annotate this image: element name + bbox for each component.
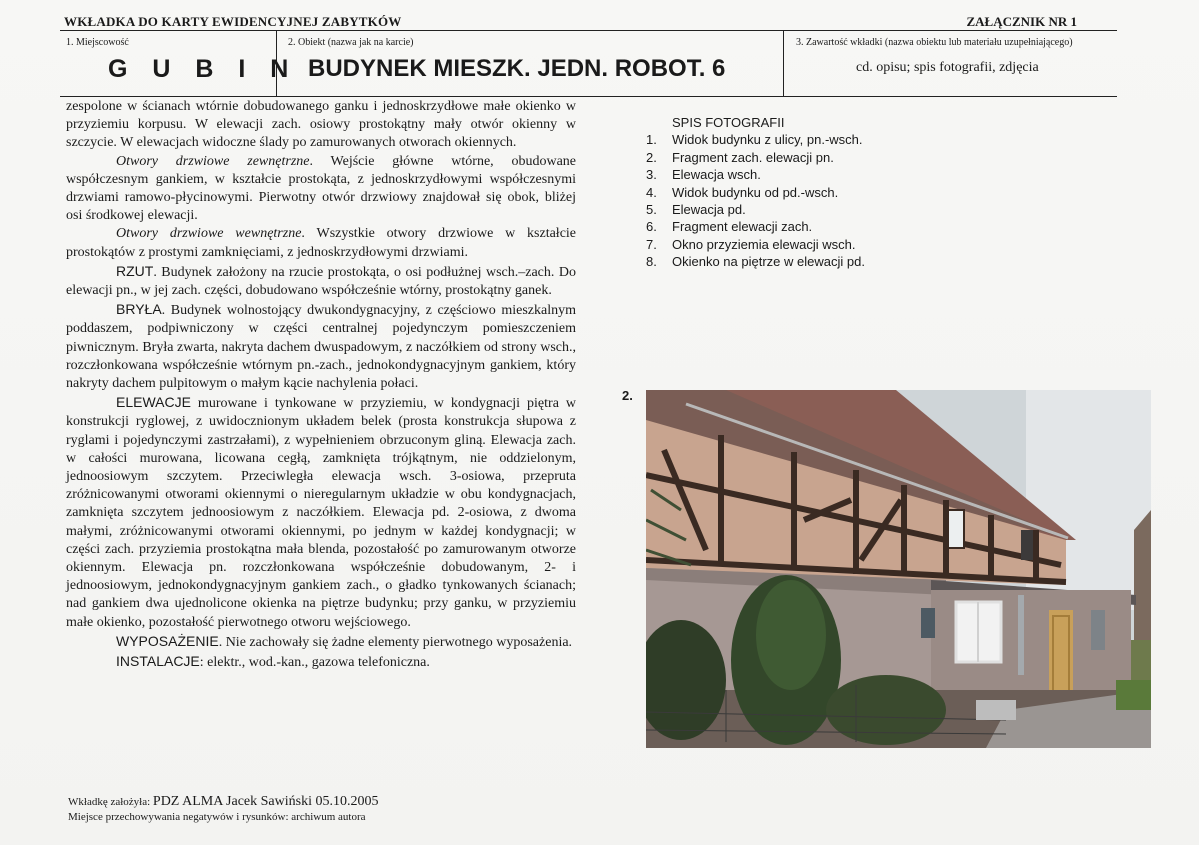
furnishings-heading: WYPOSAŻENIE [116, 632, 219, 649]
building-photo [646, 390, 1151, 748]
author-label: Wkładkę założyła: [68, 796, 151, 808]
description-text [66, 98, 576, 672]
massing-text: . Budynek wolnostojący dwukondygnacyjny, z częściowo mieszkalnym poddaszem, podpiwniczony w części centralnej pojedynczym pomieszczeniem piwnicznym. Bryła zwarta, nakryta dachem dwuspadowym, z naczółkiem od strony wsch., rozczłonkowana współcześnie wtórnym pn.-zach., jednokondygnacyjnym gankiem, który nakryty dachem pulpitowym o małym kącie nachylenia połaci. [66, 303, 576, 392]
paragraph-elevations [66, 393, 576, 632]
elevations-text: murowane i tynkowane w przyziemiu, w kondygnacji piętra w konstrukcji ryglowej, z uwidocznionym układem belek (prosta konstrukcja słupowa z ryglami i pojedynczymi zastrzałami), z wypełnieniem obrzuconym gliną. Elewacja zach. w całości murowana, licowana cegłą, zamknięta trójkątnym, nie oddzielonym, jednoosiowym szczytem. Przeciwległa elewacja wsch. 3-osiowa, przepruta zróżnicowanymi otworami okiennymi o nieregularnym układzie w obu kondygnacjach, zamknięta szczytem jednoosiowym z naczółkiem. Elewacja pd. 2-osiowa, z dwoma małymi, zróżnicowanymi otworami okiennymi, po jednym w każdej kondygnacji; w części zach. przyziemia prostokątna mała blenda, pozostałość po zamurowanym otworze okiennym. Elewacja pn. rozczłonkowana współcześnie dobudowanym, 2- i jednoosiowym, jednokondygnacyjnym gankiem zach., o gładko tynkowanych ścianach; nad gankiem dwa ujednolicone okienka na piętrze budynku; przy ganku, w przyziemiu małe okienko, pozostałość pierwotnego otworu wejściowego. [66, 396, 576, 630]
list-item [646, 149, 865, 166]
massing-heading: BRYŁA [116, 301, 162, 318]
item-number: 4. [646, 184, 657, 200]
photo-number: 2. [622, 388, 633, 403]
installations-heading: INSTALACJE [116, 653, 200, 670]
item-text: Fragment elewacji zach. [672, 219, 813, 235]
header-column-divider [783, 30, 784, 96]
exterior-doors-heading: Otwory drzwiowe zewnętrzne [116, 153, 310, 169]
item-number: 1. [646, 132, 657, 148]
item-text: Okno przyziemia elewacji wsch. [672, 236, 856, 252]
item-text: Okienko na piętrze w elewacji pd. [672, 254, 865, 270]
storage-note: Miejsce przechowywania negatywów i rysunków: archiwum autora [68, 811, 366, 823]
list-item [646, 236, 865, 253]
content-value: cd. opisu; spis fotografii, zdjęcia [856, 60, 1039, 75]
photo-list-title: SPIS FOTOGRAFII [672, 115, 785, 130]
item-number: 6. [646, 219, 657, 235]
paragraph-plan [66, 262, 576, 300]
photo-list [646, 114, 865, 271]
list-item [646, 218, 865, 235]
author-line [68, 794, 378, 810]
paragraph-installations [66, 652, 576, 672]
furnishings-text: . Nie zachowały się żadne elementy pierwotnego wyposażenia. [218, 634, 573, 650]
interior-doors-heading: Otwory drzwiowe wewnętrzne [116, 226, 302, 242]
object-label: 2. Obiekt (nazwa jak na karcie) [288, 37, 414, 48]
building-photo-illustration [646, 390, 1151, 748]
installations-text: : elektr., wod.-kan., gazowa telefoniczna. [199, 655, 430, 671]
list-item [646, 166, 865, 183]
item-text: Widok budynku z ulicy, pn.-wsch. [672, 132, 863, 148]
locality-value: G U B I N [108, 55, 298, 83]
annex-label: ZAŁĄCZNIK NR 1 [966, 14, 1077, 29]
object-value: BUDYNEK MIESZK. JEDN. ROBOT. 6 [308, 55, 726, 82]
paragraph-interior-doors [66, 225, 576, 261]
plan-text: . Budynek założony na rzucie prostokąta, o osi podłużnej wsch.–zach. Do elewacji pn., w jej zach. części, dobudowano współcześnie wtórny, prostokątny ganek. [66, 264, 576, 299]
locality-label: 1. Miejscowość [66, 37, 129, 48]
list-item [646, 184, 865, 201]
elevations-heading: ELEWACJE [116, 394, 191, 411]
interior-doors-text: . Wszystkie otwory drzwiowe w kształcie prostokątów z prostymi zamknięciami, z jednoskrzydłowymi drzwiami. [66, 226, 577, 260]
paragraph-massing [66, 300, 576, 393]
item-text: Elewacja wsch. [672, 167, 761, 183]
item-number: 7. [646, 236, 657, 252]
item-text: Fragment zach. elewacji pn. [672, 149, 834, 165]
header-divider-bottom [60, 96, 1117, 97]
paragraph-furnishings [66, 632, 576, 652]
header-divider-top [60, 30, 1117, 31]
item-number: 8. [646, 254, 657, 270]
content-label: 3. Zawartość wkładki (nazwa obiektu lub materiału uzupełniającego) [796, 37, 1073, 48]
exterior-doors-text: . Wejście główne wtórne, obudowane współczesnym gankiem, w kształcie prostokąta, z jednoskrzydłowymi współczesnymi drzwiami ramowo-płycinowymi. Pierwotny otwór drzwiowy znajdował się obok, bliżej osi środkowej elewacji. [66, 153, 576, 224]
list-item [646, 253, 865, 270]
paragraph-exterior-doors [66, 153, 576, 226]
list-item [646, 131, 865, 148]
item-number: 3. [646, 167, 657, 183]
item-number: 5. [646, 202, 657, 218]
paragraph-windows: zespolone w ścianach wtórnie dobudowanego ganku i jednoskrzydłowe małe okienko w przyziemiu korpusu. W elewacji zach. osiowy prostokątny mały otwór okienny w szczycie. W elewacjach widoczne ślady po zamurowanych otworach okiennych. [66, 99, 576, 151]
item-text: Widok budynku od pd.-wsch. [672, 184, 839, 200]
plan-heading: RZUT [116, 262, 154, 279]
item-number: 2. [646, 149, 657, 165]
author-value: PDZ ALMA Jacek Sawiński 05.10.2005 [152, 794, 379, 809]
item-text: Elewacja pd. [672, 202, 746, 218]
list-item [646, 201, 865, 218]
document-title: WKŁADKA DO KARTY EWIDENCYJNEJ ZABYTKÓW [64, 14, 402, 29]
